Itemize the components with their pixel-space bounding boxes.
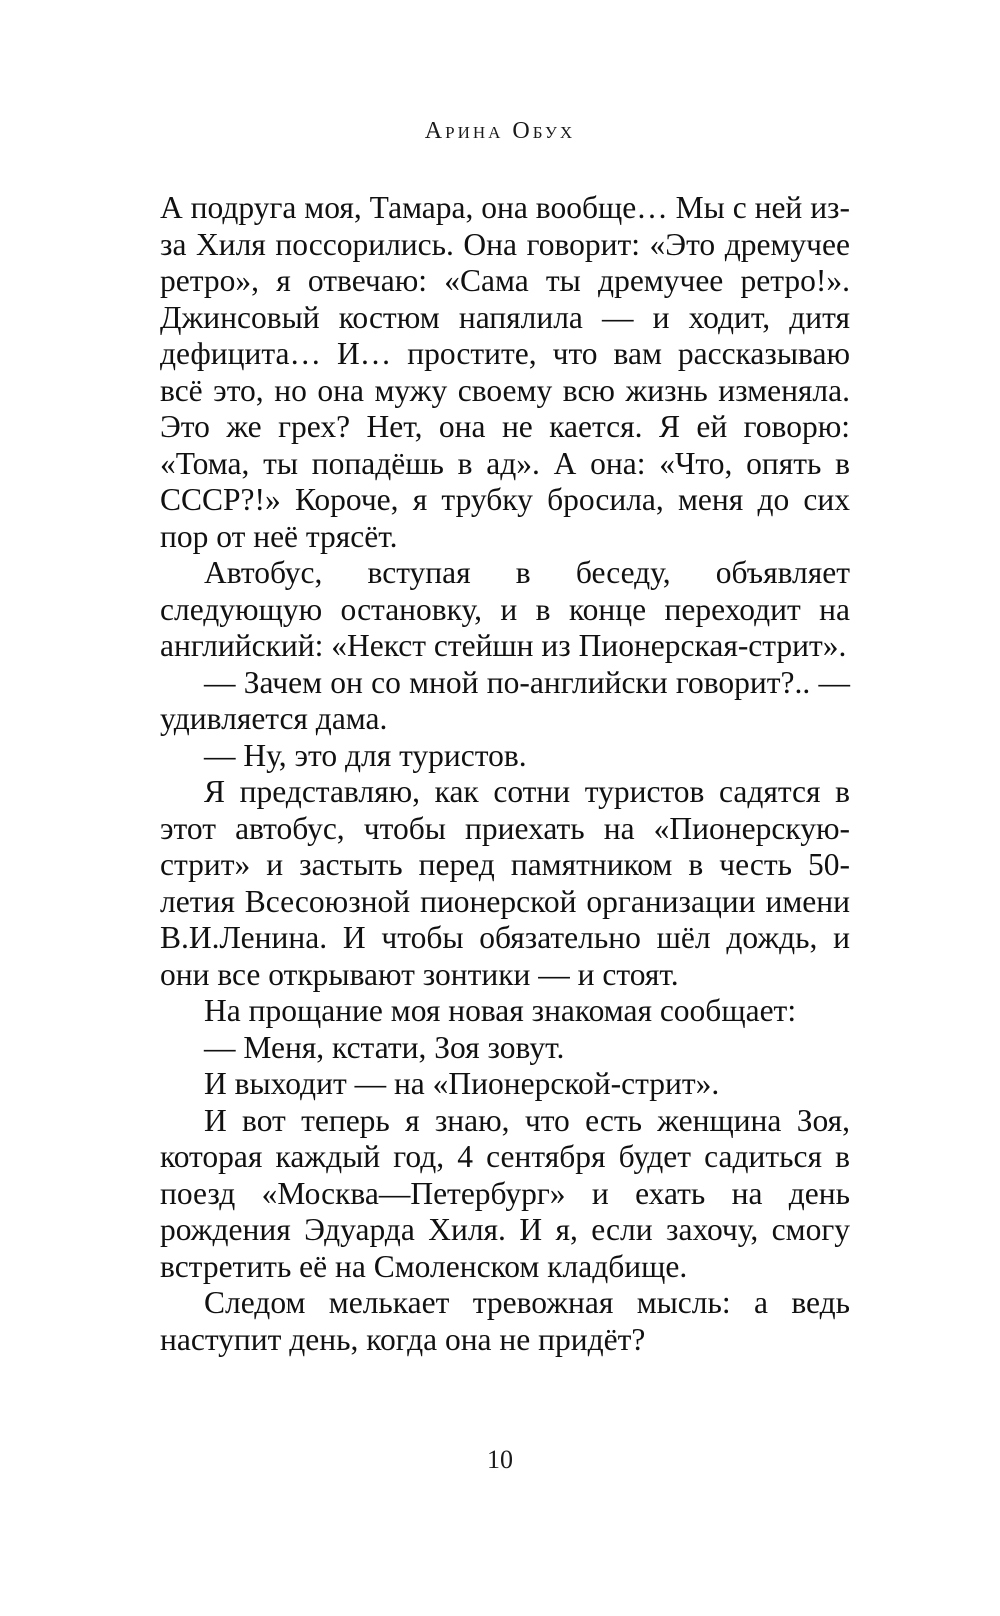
paragraph: Я представляю, как сотни туристов садятся в этот автобус, чтобы приехать на «Пионерскую-стрит» и застыть перед памятником в честь 50-летия Всесоюзной пионерской организации имени В.И.Ленина. И чтобы обязательно шёл дождь, и они все открывают зонтики — и стоят.: [160, 774, 850, 992]
page-number: 10: [487, 1445, 513, 1474]
paragraph: На прощание моя новая знакомая сообщает:: [204, 993, 797, 1028]
paragraph: А подруга моя, Тамара, она вообще… Мы с ней из-за Хиля поссорились. Она говорит: «Это дремучее ретро», я отвечаю: «Сама ты дремучее ретро!». Джинсовый костюм напялила — и ходит, дитя дефицита… И… простите, что вам рассказываю всё это, но она мужу своему всю жизнь изменяла. Это же грех? Нет, она не кается. Я ей говорю: «Тома, ты попадёшь в ад». А она: «Что, опять в СССР?!» Короче, я трубку бросила, меня до сих пор от неё трясёт.: [160, 190, 850, 554]
dialogue-line: — Меня, кстати, Зоя зовут.: [204, 1029, 565, 1065]
paragraph: Автобус, вступая в беседу, объявляет следующую остановку, и в конце переходит на английский: «Некст стейшн из Пионерская-стрит».: [160, 555, 850, 663]
body-text: [160, 190, 850, 1358]
paragraph: И выходит — на «Пионерской-стрит».: [204, 1066, 720, 1101]
dialogue-line: — Зачем он со мной по-английски говорит?.. — удивляется дама.: [160, 664, 850, 736]
running-head: Арина Обух: [424, 118, 576, 144]
dialogue-line: — Ну, это для туристов.: [204, 737, 527, 773]
paragraph: И вот теперь я знаю, что есть женщина Зоя, которая каждый год, 4 сентября будет садиться в поезд «Москва—Петербург» и ехать на день рождения Эдуарда Хиля. И я, если захочу, смогу встретить её на Смоленском кладбище.: [160, 1102, 850, 1284]
paragraph: Следом мелькает тревожная мысль: а ведь наступит день, когда она не придёт?: [160, 1285, 850, 1357]
